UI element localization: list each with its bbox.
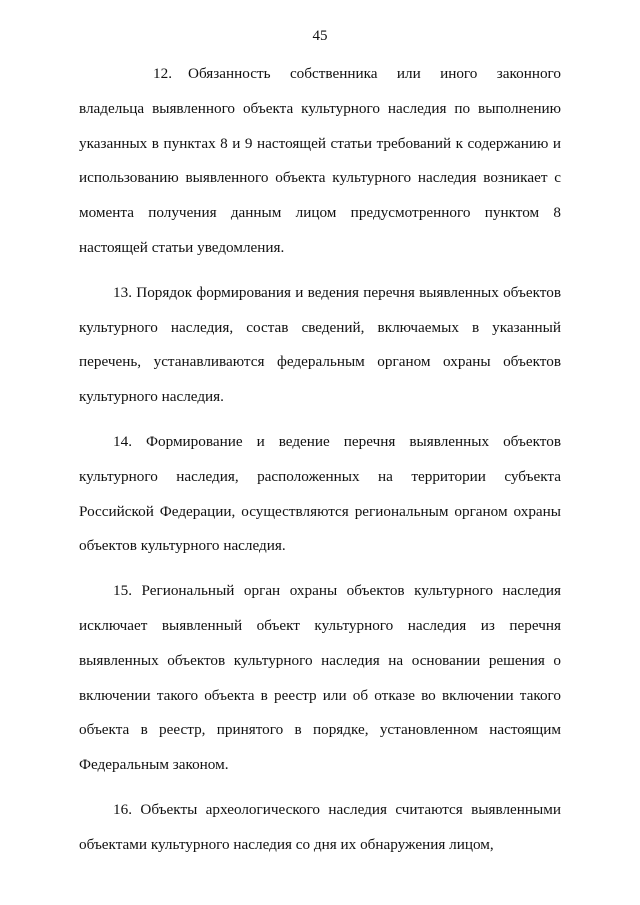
paragraph-16: 16. Объекты археологического наследия считаются выявленными объектами культурного наследия со дня их обнаружения лицом, (79, 800, 561, 853)
document-body (79, 57, 561, 873)
paragraph-12-number: 12. (153, 65, 172, 82)
paragraph-13: 13. Порядок формирования и ведения перечня выявленных объектов культурного наследия, состав сведений, включаемых в указанный перечень, устанавливаются федеральным органом охраны объектов культурного наследия. (79, 283, 561, 406)
paragraph-15: 15. Региональный орган охраны объектов культурного наследия исключает выявленный объект культурного наследия из перечня выявленных объектов культурного наследия на основании решения о включении такого объекта в реестр или об отказе во включении такого объекта в реестр, принятого в порядке, установленном настоящим Федеральным законом. (79, 582, 561, 774)
paragraph-12 (79, 57, 561, 266)
paragraph-12-text: Обязанность собственника или иного законного владельца выявленного объекта культурного наследия по выполнению указанных в пунктах 8 и 9 настоящей статьи требований к содержанию и использованию выявленного объекта культурного наследия возникает с момента получения данным лицом предусмотренного пунктом 8 настоящей статьи уведомления. (79, 65, 561, 256)
paragraph-14: 14. Формирование и ведение перечня выявленных объектов культурного наследия, расположенных на территории субъекта Российской Федерации, осуществляются региональным органом охраны объектов культурного наследия. (79, 432, 561, 555)
page-number: 45 (312, 28, 328, 44)
